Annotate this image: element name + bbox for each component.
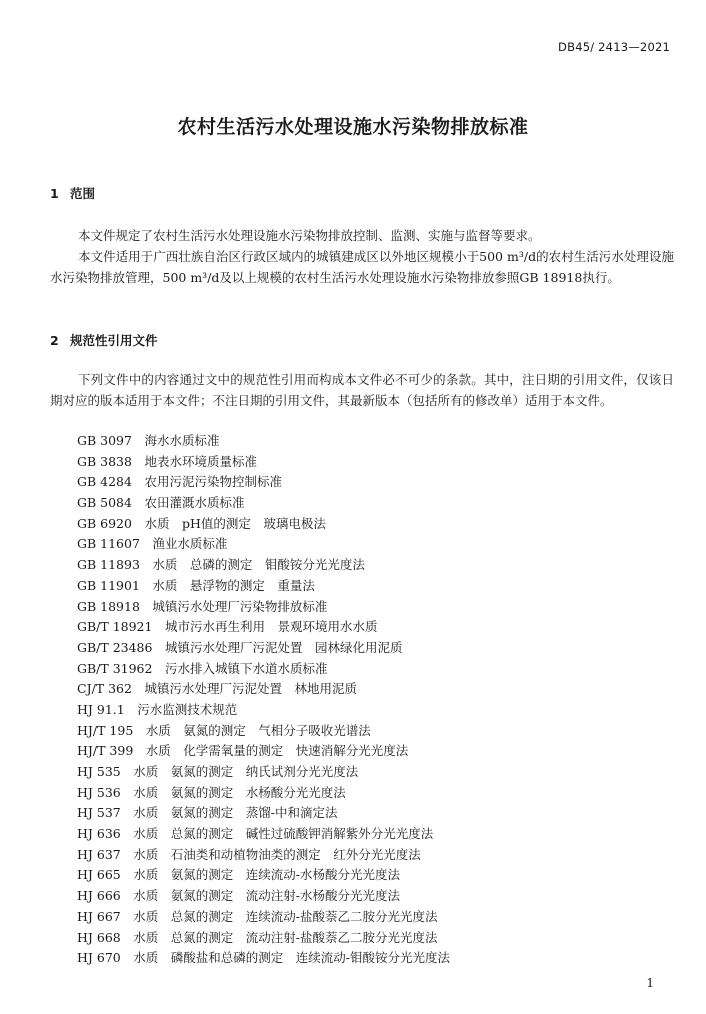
section-1-title: 范围 [70,186,96,201]
reference-item: GB/T 31962 污水排入城镇下水道水质标准 [77,660,328,676]
reference-item: HJ 665 水质 氨氮的测定 连续流动-水杨酸分光光度法 [77,867,400,883]
reference-item: HJ 668 水质 总氮的测定 流动注射-盐酸萘乙二胺分光光度法 [77,929,438,945]
reference-item: GB 11893 水质 总磷的测定 钼酸铵分光光度法 [77,557,365,573]
page-number: 1 [646,976,654,990]
section-1-heading [50,184,95,202]
reference-item: HJ 91.1 污水监测技术规范 [77,701,238,717]
reference-item: GB 11901 水质 悬浮物的测定 重量法 [77,577,315,593]
reference-item: HJ 666 水质 氨氮的测定 流动注射-水杨酸分光光度法 [77,888,400,904]
reference-item: HJ 537 水质 氨氮的测定 蒸馏-中和滴定法 [77,805,338,821]
document-code: DB45/ 2413—2021 [558,40,670,54]
scope-paragraph-1: 本文件规定了农村生活污水处理设施水污染物排放控制、监测、实施与监督等要求。 [78,228,541,243]
reference-item: GB 3097 海水水质标准 [77,433,220,448]
reference-item: GB 11607 渔业水质标准 [77,536,228,552]
reference-item: HJ 670 水质 磷酸盐和总磷的测定 连续流动-钼酸铵分光光度法 [77,950,450,966]
reference-item: HJ/T 195 水质 氨氮的测定 气相分子吸收光谱法 [77,722,371,738]
reference-item: CJ/T 362 城镇污水处理厂污泥处置 林地用泥质 [77,681,357,697]
reference-item: HJ 636 水质 总氮的测定 碱性过硫酸钾消解紫外分光光度法 [77,826,434,842]
section-1-number: 1 [50,186,59,201]
reference-item: GB 6920 水质 pH值的测定 玻璃电极法 [77,515,326,531]
scope-paragraph-2: 本文件适用于广西壮族自治区行政区域内的城镇建成区以外地区规模小于500 m³/d的农村生活污水处理设施水污染物排放管理，500 m³/d及以上规模的农村生活污水处理设施水污染物排放参照GB 18918执行。 [50,249,674,285]
reference-item: GB 3838 地表水环境质量标准 [77,453,257,469]
reference-item: GB 18918 城镇污水处理厂污染物排放标准 [77,598,328,614]
reference-item: GB/T 23486 城镇污水处理厂污泥处置 园林绿化用泥质 [77,639,403,655]
reference-list [77,431,677,969]
references-intro: 下列文件中的内容通过文中的规范性引用而构成本文件必不可少的条款。其中，注日期的引用文件，仅该日期对应的版本适用于本文件；不注日期的引用文件，其最新版本（包括所有的修改单）适用于本文件。 [50,372,674,408]
section-2-title: 规范性引用文件 [70,333,158,348]
reference-item: HJ 536 水质 氨氮的测定 水杨酸分光光度法 [77,784,346,800]
section-2-heading [50,331,158,349]
reference-item: HJ 667 水质 总氮的测定 连续流动-盐酸萘乙二胺分光光度法 [77,908,438,924]
reference-item: GB/T 18921 城市污水再生利用 景观环境用水水质 [77,619,378,635]
section-2-number: 2 [50,333,59,348]
reference-item: HJ 535 水质 氨氮的测定 纳氏试剂分光光度法 [77,764,359,779]
reference-item: GB 4284 农用污泥污染物控制标准 [77,474,282,490]
page-title: 农村生活污水处理设施水污染物排放标准 [177,116,529,138]
reference-item: GB 5084 农田灌溉水质标准 [77,495,245,511]
reference-item: HJ 637 水质 石油类和动植物油类的测定 红外分光光度法 [77,846,421,862]
reference-item: HJ/T 399 水质 化学需氧量的测定 快速消解分光光度法 [77,743,409,759]
